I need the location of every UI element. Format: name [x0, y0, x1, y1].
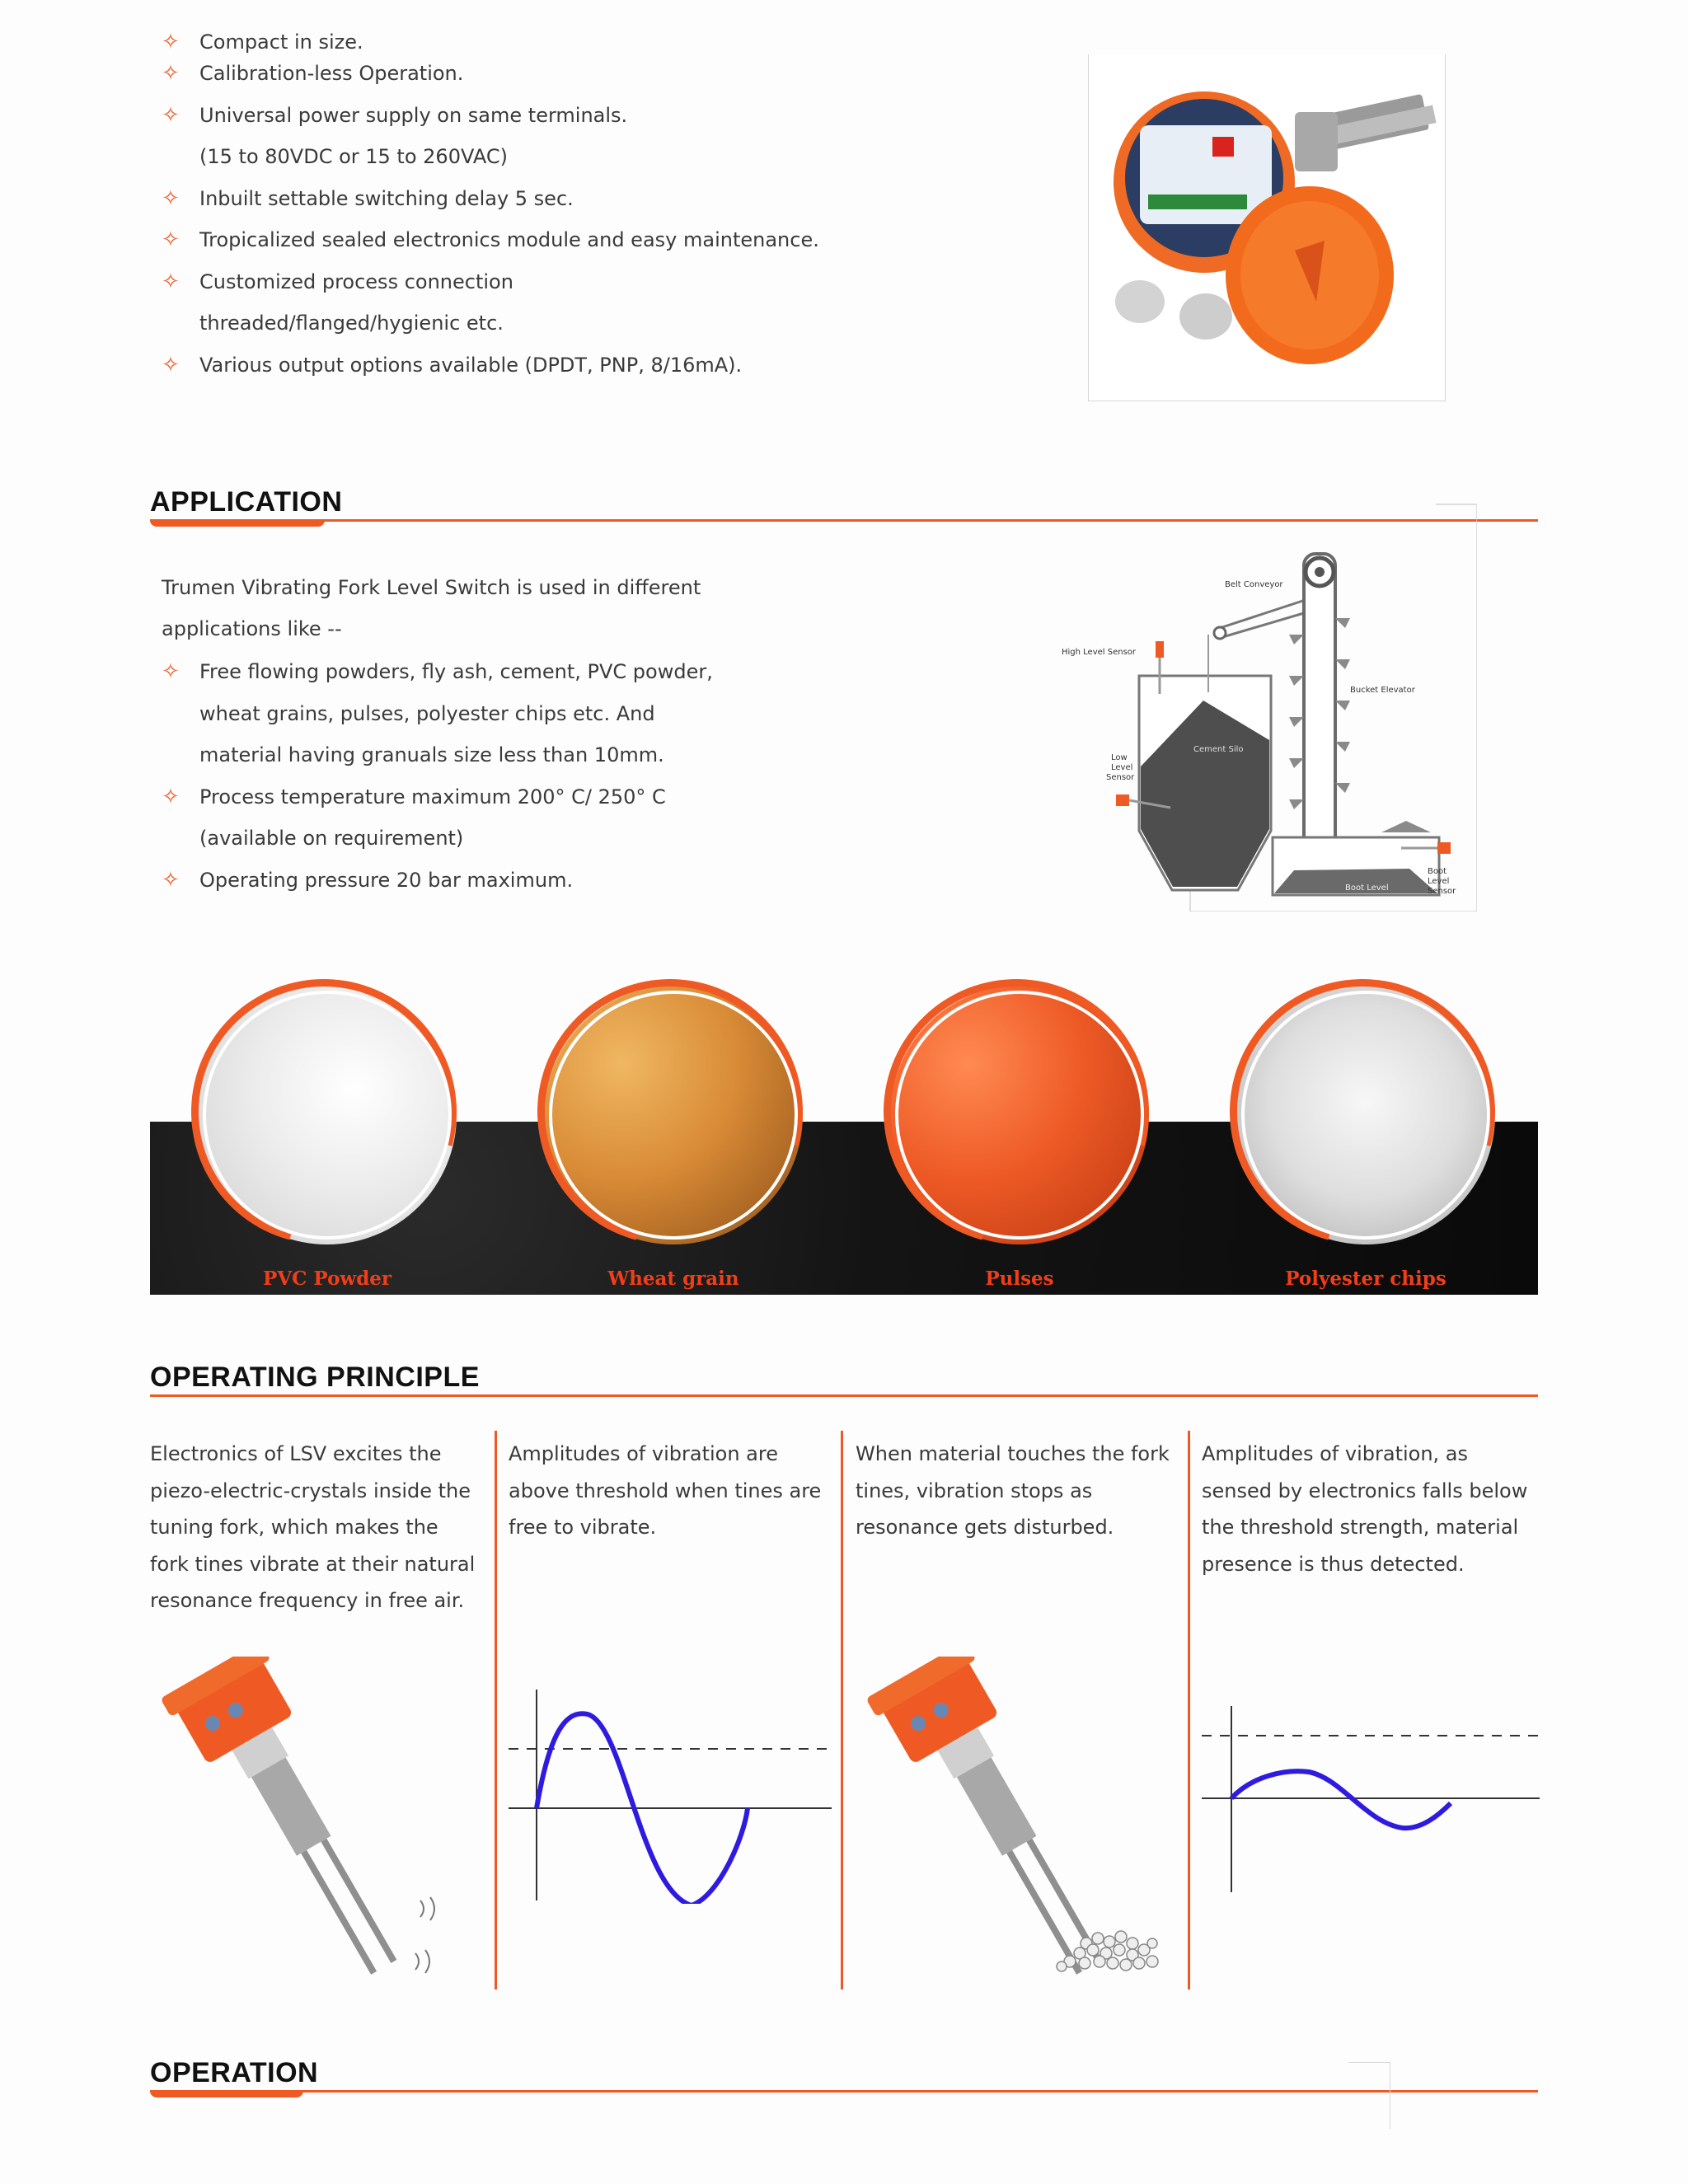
- star-bullet-icon: ✧: [162, 227, 180, 252]
- list-item: (available on requirement): [199, 827, 464, 850]
- material-card-polyester-chips: [1236, 986, 1495, 1290]
- star-bullet-icon: ✧: [162, 185, 180, 211]
- section-divider: [150, 2090, 1538, 2093]
- list-item: ✧ Customized process connection: [162, 261, 887, 303]
- star-bullet-icon: ✧: [162, 352, 180, 377]
- application-list: [162, 651, 738, 901]
- list-item: ✧ Universal power supply on same terminals.: [162, 95, 887, 137]
- diagram-label: Bucket Elevator: [1350, 686, 1415, 695]
- silo-diagram: [1055, 503, 1477, 912]
- list-item: ✧ Calibration-less Operation.: [162, 53, 887, 95]
- level-switch-illustration: [1089, 54, 1445, 401]
- operation-heading: OPERATION: [150, 2057, 319, 2088]
- star-bullet-icon: ✧: [162, 659, 180, 684]
- image-frame-corner: [1348, 2062, 1390, 2129]
- high-amplitude-wave-graph: [509, 1681, 838, 1904]
- application-heading: APPLICATION: [150, 486, 343, 518]
- list-item: wheat grains, pulses, polyester chips etc. And: [199, 701, 655, 725]
- material-label: Wheat grain: [607, 1268, 739, 1290]
- material-photo: [198, 986, 457, 1244]
- principle-step-4: Amplitudes of vibration, as sensed by electronics falls below the threshold strength, material presence is thus detected.: [1202, 1442, 1528, 1576]
- section-accent-bar: [150, 519, 325, 527]
- star-bullet-icon: ✧: [162, 784, 180, 809]
- list-item: ✧ Various output options available (DPDT, PNP, 8/16mA).: [162, 344, 887, 387]
- material-photo: [544, 986, 803, 1244]
- list-item: ✧ Tropicalized sealed electronics module and easy maintenance.: [162, 219, 887, 261]
- material-photo: [890, 986, 1149, 1244]
- material-label: PVC Powder: [262, 1268, 392, 1290]
- operating-principle-heading: OPERATING PRINCIPLE: [150, 1361, 480, 1393]
- diagram-label: Level: [1111, 763, 1133, 772]
- diagram-label: Low: [1111, 753, 1128, 762]
- list-item: material having granuals size less than 10mm.: [199, 743, 664, 766]
- principle-step-1: Electronics of LSV excites the piezo-electric-crystals inside the tuning fork, which makes the fork tines vibrate at their natural resonance frequency in free air.: [150, 1442, 476, 1612]
- list-item: ✧ Compact in size.: [162, 31, 363, 53]
- principle-step-3: When material touches the fork tines, vibration stops as resonance gets disturbed.: [856, 1442, 1170, 1539]
- fork-switch-material-illustration: [856, 1657, 1193, 2003]
- material-card-wheat-grain: [544, 986, 803, 1290]
- star-bullet-icon: ✧: [162, 31, 180, 53]
- list-item: (15 to 80VDC or 15 to 260VAC): [199, 145, 508, 168]
- diagram-label: Boot: [1428, 867, 1447, 876]
- product-image: [1088, 54, 1446, 401]
- star-bullet-icon: ✧: [162, 867, 180, 893]
- material-label: Polyester chips: [1285, 1268, 1447, 1290]
- diagram-label: Sensor: [1428, 887, 1456, 896]
- star-bullet-icon: ✧: [162, 61, 180, 86]
- fork-switch-free-illustration: [150, 1657, 488, 2003]
- section-accent-bar: [150, 2090, 303, 2097]
- column-divider: [495, 1431, 497, 1990]
- list-item: threaded/flanged/hygienic etc.: [199, 312, 504, 335]
- list-item: ✧ Inbuilt settable switching delay 5 sec.: [162, 178, 887, 220]
- low-amplitude-wave-graph: [1202, 1706, 1540, 1904]
- material-label: Pulses: [985, 1268, 1054, 1290]
- diagram-label: High Level Sensor: [1062, 648, 1137, 657]
- features-list: [162, 31, 887, 386]
- star-bullet-icon: ✧: [162, 269, 180, 294]
- diagram-label: Belt Conveyor: [1225, 580, 1283, 589]
- star-bullet-icon: ✧: [162, 102, 180, 128]
- section-accent-bar: [150, 1394, 485, 1397]
- column-divider: [841, 1431, 843, 1990]
- list-item: ✧ Process temperature maximum 200° C/ 250° C: [162, 776, 738, 818]
- diagram-label: Level: [1428, 877, 1450, 886]
- material-photo: [1236, 986, 1495, 1244]
- diagram-label: Boot Level: [1345, 883, 1389, 893]
- principle-step-2: Amplitudes of vibration are above threshold when tines are free to vibrate.: [509, 1442, 822, 1539]
- application-diagram: [1055, 503, 1477, 912]
- material-card-pvc-powder: [198, 986, 457, 1290]
- diagram-label: Sensor: [1106, 773, 1135, 782]
- diagram-label: Cement Silo: [1193, 745, 1244, 754]
- material-card-pulses: [890, 986, 1149, 1290]
- application-intro: Trumen Vibrating Fork Level Switch is used in different applications like --: [162, 576, 701, 640]
- list-item: ✧ Free flowing powders, fly ash, cement, PVC powder,: [162, 651, 738, 693]
- list-item: ✧ Operating pressure 20 bar maximum.: [162, 860, 738, 902]
